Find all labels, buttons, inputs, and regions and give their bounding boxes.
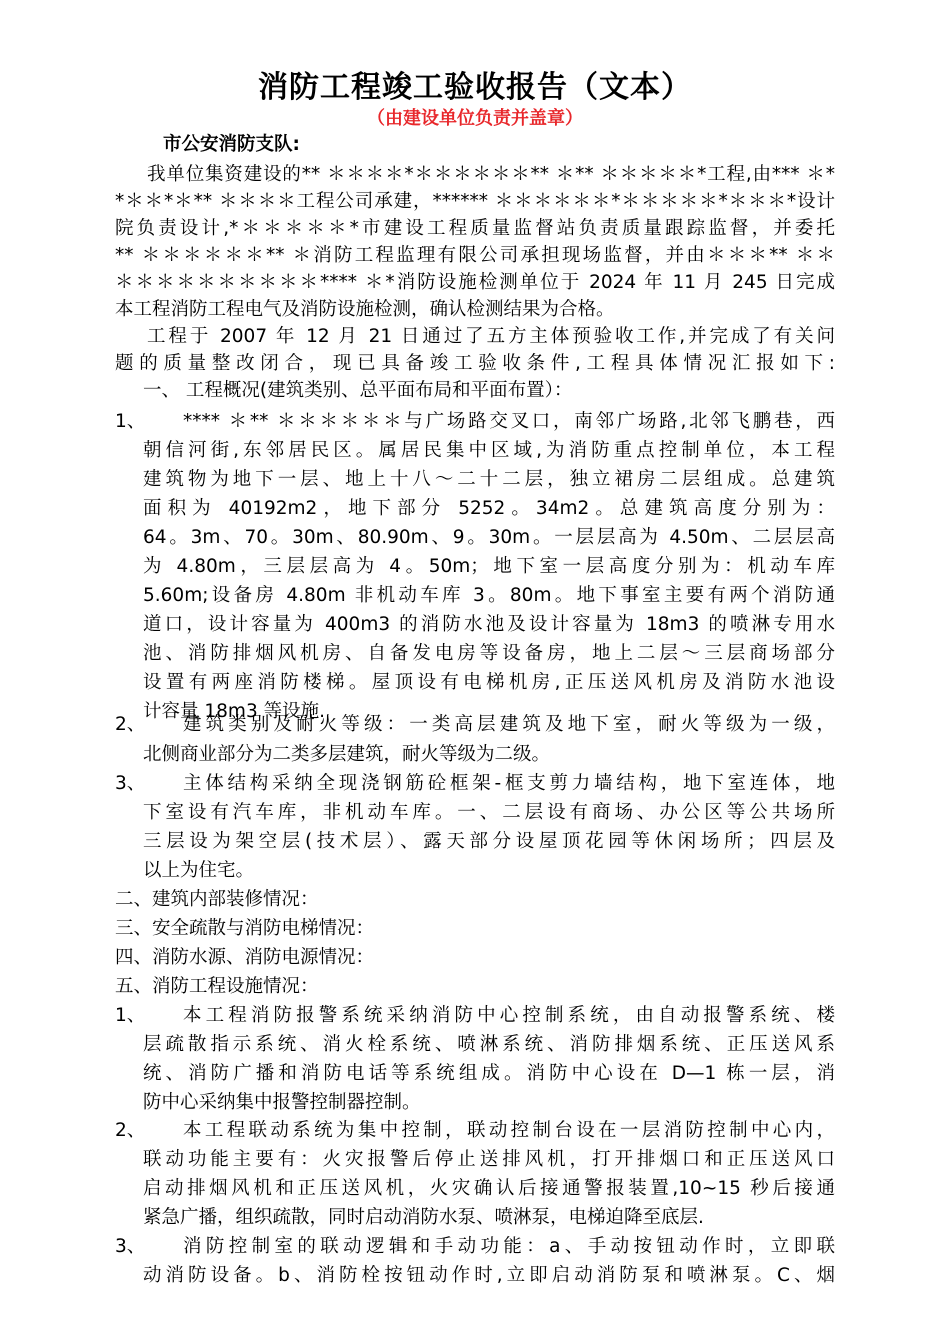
text-line: 1、	[115, 1005, 146, 1026]
text-line: 北侧商业部分为二类多层建筑，耐火等级为二级。	[143, 744, 551, 765]
text-line: 动消防设备。b、消防栓按钮动作时,立即启动消防泵和喷淋泵。C、烟	[143, 1265, 835, 1286]
text-line: 层疏散指示系统、消火栓系统、喷淋系统、消防排烟系统、正压送风系	[143, 1034, 835, 1055]
text-line: 我单位集资建设的** ＊＊＊＊*＊＊＊＊＊＊** ＊** ＊＊＊＊＊*工程,由*** ＊*	[147, 164, 835, 185]
text-line: 消防控制室的联动逻辑和手动功能：a、手动按钮动作时，立即联	[183, 1236, 835, 1257]
text-line: 设置有两座消防楼梯。屋顶设有电梯机房,正压送风机房及消防水池设	[143, 672, 835, 693]
page-subtitle: （由建设单位负责并盖章）	[367, 108, 583, 129]
text-line: 三、安全疏散与消防电梯情况：	[115, 918, 375, 939]
text-line: 为 4.80m，三层层高为 4。50m；地下室一层高度分别为：机动车库	[143, 556, 835, 577]
text-line: ** ＊＊＊＊＊＊** ＊消防工程监理有限公司承担现场监督，并由＊＊＊** ＊＊	[115, 245, 835, 266]
text-line: 二、建筑内部装修情况：	[115, 889, 319, 910]
text-line: 池、消防排烟风机房、自备发电房等设备房，地上二层～三层商场部分	[143, 643, 835, 664]
text-line: 计容量 18m3 等设施.	[143, 701, 325, 722]
text-line: **** ＊** ＊＊＊＊＊＊与广场路交叉口，南邻广场路,北邻飞鹏巷，西	[183, 411, 835, 432]
text-line: 道口，设计容量为 400m3 的消防水池及设计容量为 18m3 的喷淋专用水	[143, 614, 835, 635]
text-line: 2、	[115, 1120, 146, 1141]
text-line: 三层设为架空层(技术层）、露天部分设屋顶花园等休闲场所；四层及	[143, 831, 835, 852]
text-line: 一、 工程概况(建筑类别、总平面布局和平面布置）：	[143, 380, 573, 401]
text-line: 3、	[115, 773, 146, 794]
text-line: 1、	[115, 411, 146, 432]
text-line: 建筑物为地下一层、地上十八～二十二层，独立裙房二层组成。总建筑	[143, 469, 835, 490]
text-line: 紧急广播，组织疏散，同时启动消防水泵、喷淋泵，电梯迫降至底层.	[143, 1207, 704, 1228]
text-line: 防中心采纳集中报警控制器控制。	[143, 1092, 421, 1113]
text-line: 建筑类别及耐火等级：一类高层建筑及地下室，耐火等级为一级，	[183, 714, 835, 735]
text-line: 四、消防水源、消防电源情况：	[115, 947, 375, 968]
text-line: 本工程消防工程电气及消防设施检测，确认检测结果为合格。	[115, 299, 615, 320]
text-line: 面积为 40192m2，地下部分 5252。34m2。总建筑高度分别为：	[143, 498, 835, 519]
text-line: 统、消防广播和消防电话等系统组成。消防中心设在 D—1 栋一层，消	[143, 1063, 835, 1084]
text-line: 朝信河街,东邻居民区。属居民集中区域,为消防重点控制单位，本工程	[143, 440, 835, 461]
text-line: 本工程消防报警系统采纳消防中心控制系统，由自动报警系统、楼	[183, 1005, 835, 1026]
text-line: 联动功能主要有：火灾报警后停止送排风机，打开排烟口和正压送风口	[143, 1149, 835, 1170]
text-line: 本工程联动系统为集中控制，联动控制台设在一层消防控制中心内，	[183, 1120, 835, 1141]
page-title: 消防工程竣工验收报告（文本）	[258, 70, 692, 105]
text-line: 5.60m;设备房 4.80m 非机动车库 3。80m。地下事室主要有两个消防通	[143, 585, 835, 606]
text-line: 2、	[115, 714, 146, 735]
text-line: 五、消防工程设施情况：	[115, 976, 319, 997]
text-line: 3、	[115, 1236, 146, 1257]
text-line: 工程于 2007 年 12 月 21 日通过了五方主体预验收工作,并完成了有关问	[147, 326, 835, 347]
text-line: 下室设有汽车库，非机动车库。一、二层设有商场、办公区等公共场所	[143, 802, 835, 823]
text-line: 题的质量整改闭合，现已具备竣工验收条件,工程具体情况汇报如下:	[115, 353, 835, 374]
text-line: 主体结构采纳全现浇钢筋砼框架-框支剪力墙结构，地下室连体，地	[183, 773, 835, 794]
text-line: 64。3m、70。30m、80.90m、9。30m。一层层高为 4.50m、二层层高	[143, 527, 835, 548]
text-line: 以上为住宅。	[143, 860, 255, 881]
text-line: *＊＊*＊** ＊＊＊＊工程公司承建，****** ＊＊＊＊＊＊*＊＊＊＊＊*＊＊＊*设计	[115, 191, 835, 212]
addressee: 市公安消防支队:	[163, 134, 300, 155]
text-line: ＊＊＊＊＊＊＊＊＊＊**** ＊*消防设施检测单位于 2024 年 11 月 245 日完成	[115, 272, 835, 293]
text-line: 院负责设计,*＊＊＊＊＊*市建设工程质量监督站负责质量跟踪监督，并委托	[115, 218, 835, 239]
text-line: 启动排烟风机和正压送风机，火灾确认后接通警报装置,10~15 秒后接通	[143, 1178, 835, 1199]
